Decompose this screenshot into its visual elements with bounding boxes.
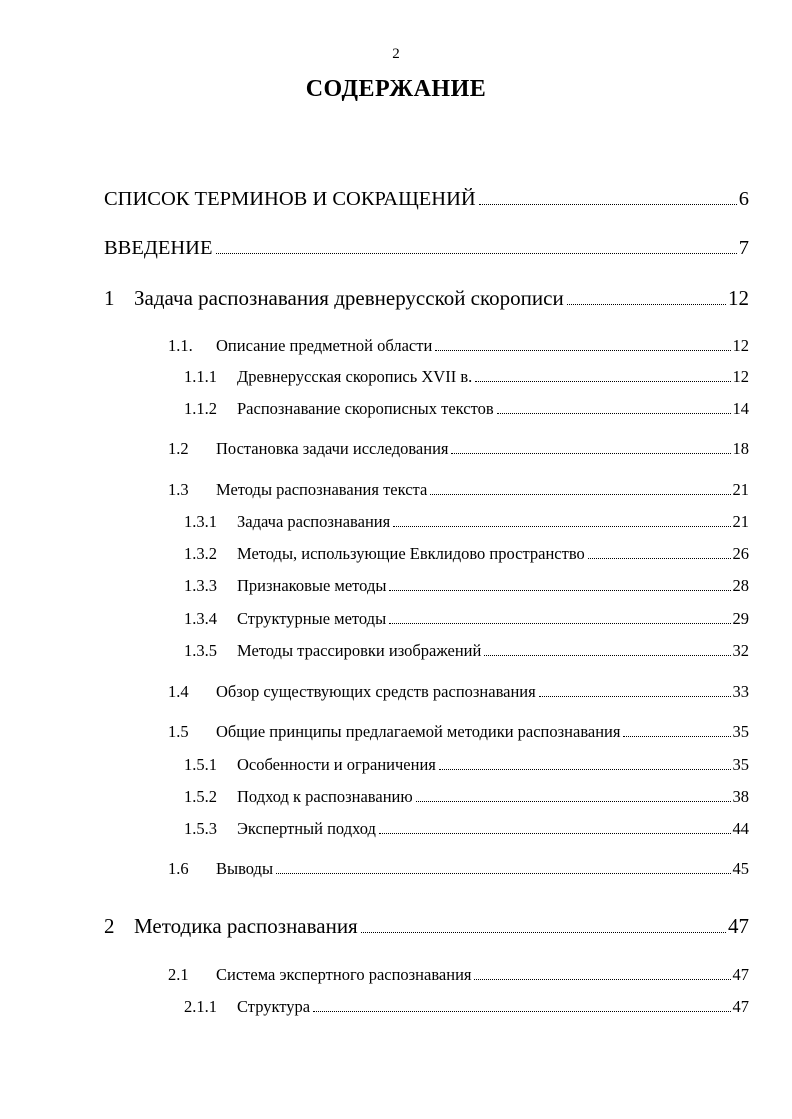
- toc-entry-1-6[interactable]: [168, 859, 749, 879]
- toc-entry-1-5[interactable]: [168, 722, 749, 742]
- toc-entry-number: 1.6: [168, 859, 189, 878]
- toc-entry-number: 1.1.2: [184, 399, 217, 418]
- toc-dot-leader: [451, 453, 730, 454]
- toc-entry-label: Постановка задачи исследования: [216, 439, 449, 458]
- toc-entry-1-3[interactable]: [168, 480, 749, 500]
- toc-entry-page: 6: [738, 188, 749, 210]
- toc-entry-label: Описание предметной области: [216, 336, 433, 355]
- toc-dot-leader: [484, 655, 730, 656]
- toc-entry-2-1-1[interactable]: [184, 997, 749, 1017]
- toc-entry-number: 1.5: [168, 722, 189, 741]
- toc-dot-leader: [475, 381, 730, 382]
- toc-dot-leader: [567, 304, 726, 305]
- toc-entry-page: 47: [732, 965, 749, 984]
- toc-entry-page: 12: [728, 286, 749, 310]
- toc-entry-page: 38: [732, 787, 749, 806]
- toc-dot-leader: [276, 873, 730, 874]
- toc-entry-label: СПИСОК ТЕРМИНОВ И СОКРАЩЕНИЙ: [104, 188, 476, 210]
- toc-dot-leader: [313, 1011, 730, 1012]
- toc-entry-label: Задача распознавания: [237, 512, 391, 531]
- toc-entry-number: 2.1: [168, 965, 189, 984]
- toc-entry-number: 1.3.2: [184, 544, 217, 563]
- toc-entry-page: 47: [728, 914, 749, 938]
- toc-entry-page: 21: [732, 512, 749, 531]
- toc-entry-terms[interactable]: [104, 188, 749, 211]
- toc-entry-chapter-1[interactable]: [104, 286, 749, 311]
- toc-entry-page: 7: [738, 237, 749, 259]
- toc-entry-1-3-4[interactable]: [184, 609, 749, 629]
- toc-entry-page: 26: [732, 544, 749, 563]
- toc-entry-label: Система экспертного распознавания: [216, 965, 472, 984]
- toc-entry-number: 1.3: [168, 480, 189, 499]
- toc-entry-label: Структурные методы: [237, 609, 387, 628]
- toc-entry-number: 2: [104, 914, 115, 938]
- toc-entry-label: ВВЕДЕНИЕ: [104, 237, 213, 259]
- toc-entry-number: 1.3.4: [184, 609, 217, 628]
- toc-entry-number: 1.5.1: [184, 755, 217, 774]
- toc-entry-1-5-1[interactable]: [184, 755, 749, 775]
- toc-entry-label: Задача распознавания древнерусской скорописи: [134, 286, 564, 310]
- toc-entry-page: 35: [732, 755, 749, 774]
- toc-entry-page: 12: [732, 367, 749, 386]
- toc-entry-label: Признаковые методы: [237, 576, 387, 595]
- toc-entry-2-1[interactable]: [168, 965, 749, 985]
- toc-entry-number: 1.5.2: [184, 787, 217, 806]
- toc-entry-label: Особенности и ограничения: [237, 755, 436, 774]
- toc-entry-label: Экспертный подход: [237, 819, 376, 838]
- toc-entry-page: 47: [732, 997, 749, 1016]
- toc-entry-number: 1.4: [168, 682, 189, 701]
- toc-entry-page: 32: [732, 641, 749, 660]
- toc-entry-1-5-3[interactable]: [184, 819, 749, 839]
- toc-entry-label: Распознавание скорописных текстов: [237, 399, 494, 418]
- toc-entry-1-3-3[interactable]: [184, 576, 749, 596]
- toc-entry-label: Методы трассировки изображений: [237, 641, 482, 660]
- toc-dot-leader: [389, 590, 730, 591]
- toc-dot-leader: [497, 413, 731, 414]
- toc-dot-leader: [435, 350, 730, 351]
- toc-entry-number: 1.1.1: [184, 367, 217, 386]
- toc-entry-1-1[interactable]: [168, 336, 749, 356]
- toc-entry-page: 28: [732, 576, 749, 595]
- page-title: СОДЕРЖАНИЕ: [305, 76, 487, 102]
- toc-entry-number: 1.1.: [168, 336, 193, 355]
- toc-dot-leader: [393, 526, 730, 527]
- toc-entry-page: 45: [732, 859, 749, 878]
- toc-dot-leader: [361, 932, 726, 933]
- toc-entry-1-5-2[interactable]: [184, 787, 749, 807]
- toc-entry-page: 12: [732, 336, 749, 355]
- toc-entry-1-3-1[interactable]: [184, 512, 749, 532]
- toc-entry-page: 33: [732, 682, 749, 701]
- toc-entry-label: Обзор существующих средств распознавания: [216, 682, 536, 701]
- toc-dot-leader: [389, 623, 730, 624]
- toc-entry-label: Структура: [237, 997, 311, 1016]
- toc-dot-leader: [539, 696, 731, 697]
- toc-dot-leader: [588, 558, 731, 559]
- toc-entry-label: Древнерусская скоропись XVII в.: [237, 367, 473, 386]
- toc-entry-1-3-2[interactable]: [184, 544, 749, 564]
- toc-entry-label: Методика распознавания: [134, 914, 358, 938]
- toc-entry-page: 18: [732, 439, 749, 458]
- toc-dot-leader: [416, 801, 731, 802]
- toc-entry-page: 44: [732, 819, 749, 838]
- toc-entry-number: 2.1.1: [184, 997, 217, 1016]
- toc-entry-number: 1.2: [168, 439, 189, 458]
- toc-entry-number: 1.3.1: [184, 512, 217, 531]
- toc-entry-page: 14: [732, 399, 749, 418]
- toc-entry-chapter-2[interactable]: [104, 914, 749, 939]
- toc-entry-1-3-5[interactable]: [184, 641, 749, 661]
- toc-entry-number: 1.5.3: [184, 819, 217, 838]
- page-number: 2: [392, 46, 400, 62]
- toc-entry-1-1-2[interactable]: [184, 399, 749, 419]
- toc-entry-label: Методы распознавания текста: [216, 480, 428, 499]
- toc-entry-number: 1: [104, 286, 115, 310]
- toc-entry-page: 21: [732, 480, 749, 499]
- toc-dot-leader: [379, 833, 731, 834]
- toc-dot-leader: [623, 736, 730, 737]
- toc-entry-label: Общие принципы предлагаемой методики распознавания: [216, 722, 621, 741]
- toc-entry-number: 1.3.3: [184, 576, 217, 595]
- toc-entry-1-1-1[interactable]: [184, 367, 749, 387]
- toc-entry-1-4[interactable]: [168, 682, 749, 702]
- toc-entry-label: Подход к распознаванию: [237, 787, 413, 806]
- toc-dot-leader: [216, 253, 737, 254]
- toc-entry-1-2[interactable]: [168, 439, 749, 459]
- toc-dot-leader: [479, 204, 737, 205]
- toc-entry-introduction[interactable]: [104, 237, 749, 260]
- toc-entry-label: Методы, использующие Евклидово пространство: [237, 544, 585, 563]
- toc-entry-label: Выводы: [216, 859, 274, 878]
- toc-dot-leader: [474, 979, 730, 980]
- toc-dot-leader: [439, 769, 731, 770]
- toc-entry-page: 35: [732, 722, 749, 741]
- toc-entry-page: 29: [732, 609, 749, 628]
- toc-entry-number: 1.3.5: [184, 641, 217, 660]
- toc-dot-leader: [430, 494, 730, 495]
